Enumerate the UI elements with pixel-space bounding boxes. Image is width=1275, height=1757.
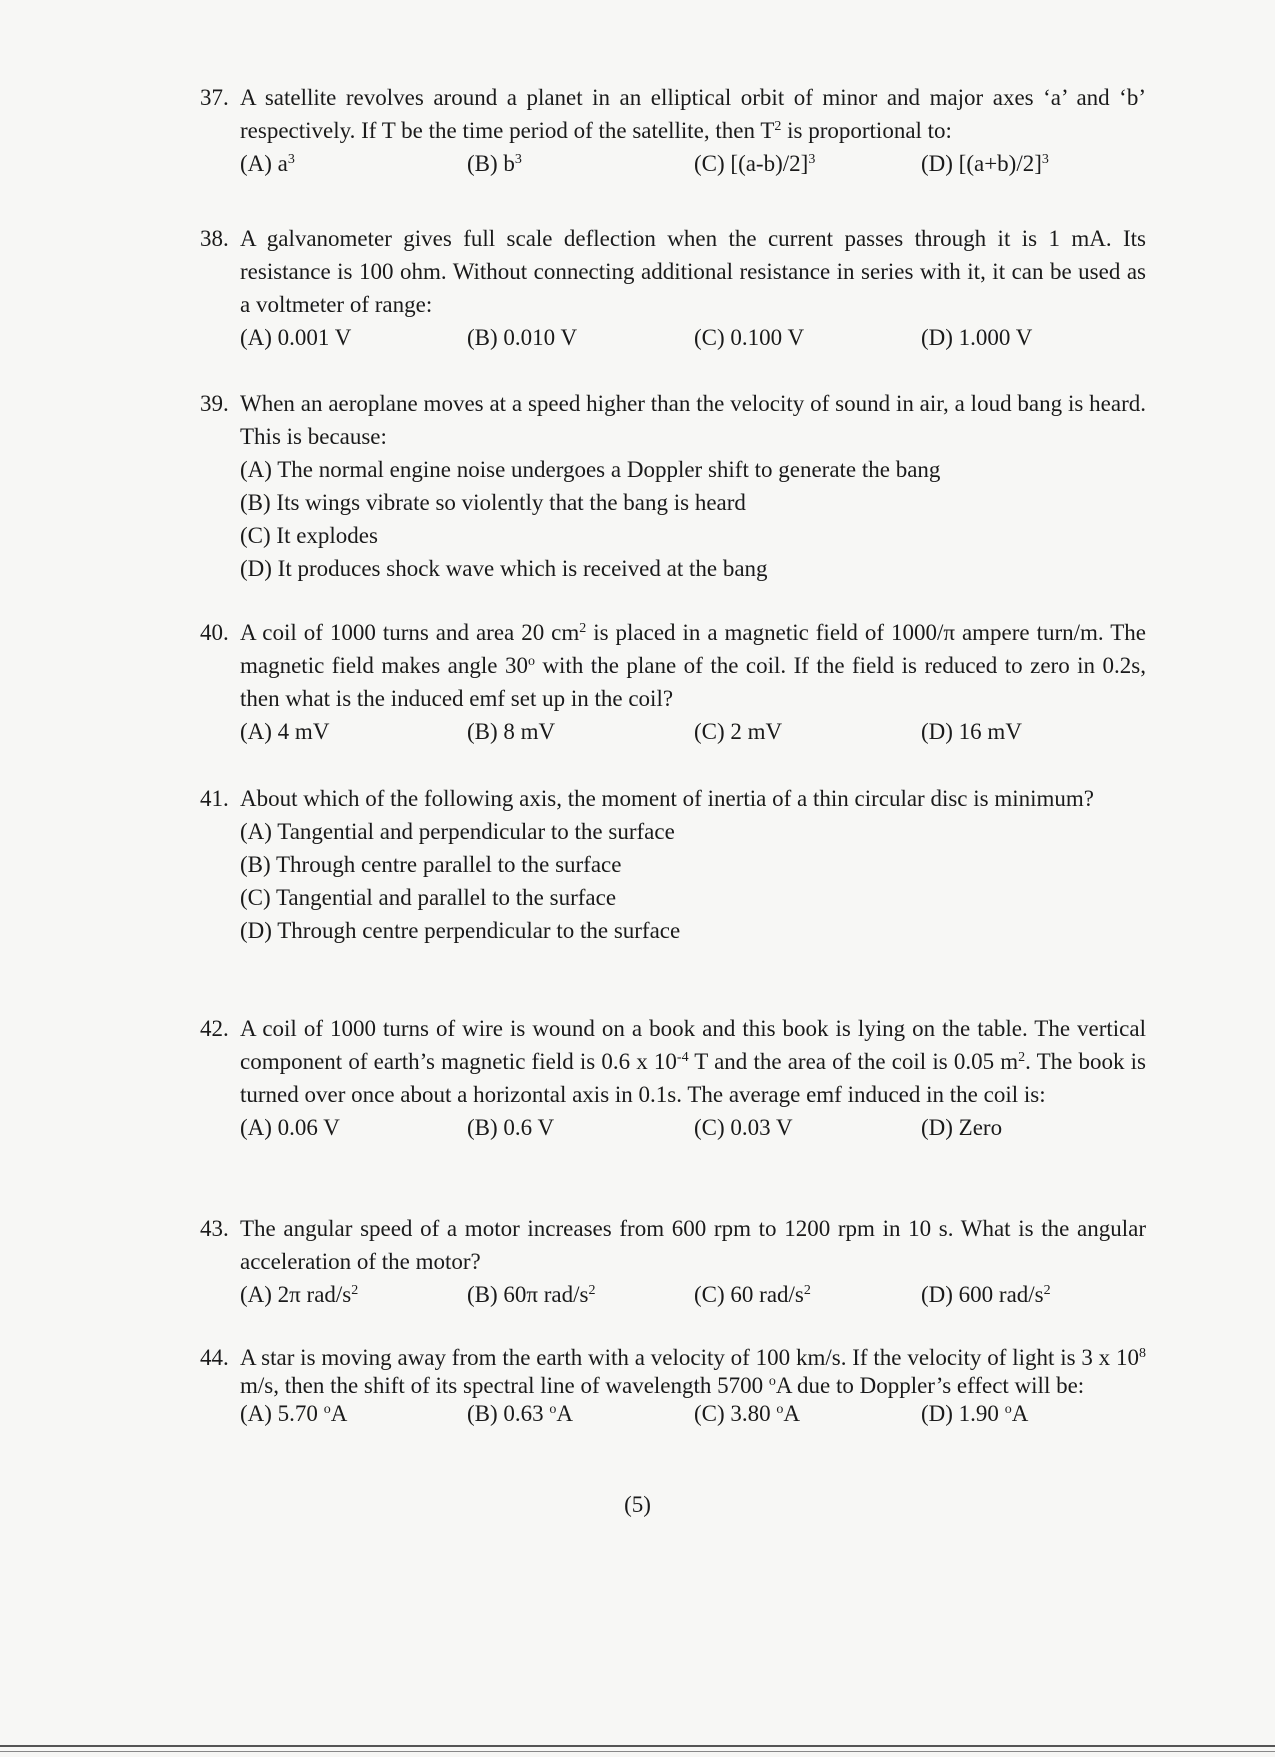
- options-row: [240, 321, 1146, 354]
- option-b: (B) $b^3$: [467, 151, 522, 176]
- question-text: A galvanometer gives full scale deflection when the current passes through it is 1 mA. Its resistance is 100 ohm. Without connecting additional resistance in series with it, it can be used as a voltmeter of range:: [240, 226, 1146, 317]
- option-d: (D) It produces shock wave which is received at the bang: [240, 556, 768, 581]
- option-a: (A) 5.70 $^o$A: [240, 1401, 348, 1426]
- option-b: (B) Through centre parallel to the surface: [240, 852, 622, 877]
- options-list: [240, 453, 1146, 585]
- option-c: (C) 0.03 V: [694, 1115, 793, 1140]
- option-b: (B) 60π rad/$s^2$: [467, 1282, 596, 1307]
- question-text: About which of the following axis, the moment of inertia of a thin circular disc is minimum?: [240, 786, 1095, 811]
- bottom-rule: [0, 1745, 1275, 1747]
- question-text: A satellite revolves around a planet in an elliptical orbit of minor and major axes ‘a’ and ‘b’ respectively. If T be the time period of the satellite, then $T^2$ is proportional to:: [240, 85, 1146, 143]
- question-text: A coil of 1000 turns and area 20 $cm^2$ is placed in a magnetic field of 1000/π ampere turn/m. The magnetic field makes angle 30$^o$ with the plane of the coil. If the field is reduced to zero in 0.2s, then what is the induced emf set up in the coil?: [240, 620, 1146, 711]
- option-c: (C) Tangential and parallel to the surface: [240, 885, 617, 910]
- option-d: (D) 600 rad/$s^2$: [921, 1282, 1051, 1307]
- question-number: 38.: [200, 226, 229, 251]
- options-row: [240, 147, 1146, 180]
- option-c: (C) 0.100 V: [694, 325, 805, 350]
- options-list: [240, 815, 1146, 947]
- option-c: (C) 60 rad/$s^2$: [694, 1282, 811, 1307]
- options-row: [240, 1278, 1146, 1311]
- question-number: 40.: [200, 620, 229, 645]
- question-39: [200, 387, 1146, 585]
- option-c: (C) $[(a-b)/2]^3$: [694, 151, 816, 176]
- option-a: (A) $a^3$: [240, 151, 295, 176]
- question-number: 41.: [200, 786, 229, 811]
- option-c: (C) 3.80 $^o$A: [694, 1401, 801, 1426]
- option-a: (A) 2π rad/$s^2$: [240, 1282, 359, 1307]
- question-text: A star is moving away from the earth with a velocity of 100 km/s. If the velocity of light is 3 x $10^8$ m/s, then the shift of its spectral line of wavelength 5700 $^o$A due to Doppler’s effect will be:: [240, 1345, 1146, 1398]
- question-37: [200, 81, 1146, 180]
- option-b: (B) 0.010 V: [467, 325, 578, 350]
- page-number: (5): [624, 1492, 651, 1517]
- option-c: (C) It explodes: [240, 523, 378, 548]
- option-b: (B) 0.6 V: [467, 1115, 555, 1140]
- question-text: A coil of 1000 turns of wire is wound on a book and this book is lying on the table. The vertical component of earth’s magnetic field is 0.6 x $10^{-4}$ T and the area of the coil is 0.05 $m^2$. The book is turned over once about a horizontal axis in 0.1s. The average emf induced in the coil is:: [240, 1016, 1147, 1107]
- option-b: (B) 8 mV: [467, 719, 556, 744]
- option-a: (A) 0.06 V: [240, 1115, 340, 1140]
- question-41: [200, 782, 1146, 947]
- question-text: The angular speed of a motor increases from 600 rpm to 1200 rpm in 10 s. What is the angular acceleration of the motor?: [240, 1216, 1146, 1274]
- question-38: [200, 222, 1146, 354]
- options-row: [240, 715, 1146, 748]
- question-number: 37.: [200, 85, 229, 110]
- option-a: (A) 4 mV: [240, 719, 330, 744]
- option-b: (B) Its wings vibrate so violently that the bang is heard: [240, 490, 746, 515]
- bottom-rule-secondary: [0, 1751, 1275, 1752]
- option-d: (D) Through centre perpendicular to the surface: [240, 918, 681, 943]
- option-d: (D) 1.000 V: [921, 325, 1033, 350]
- question-number: 44.: [200, 1345, 229, 1370]
- question-42: [200, 1012, 1146, 1144]
- option-d: (D) 16 mV: [921, 719, 1022, 744]
- option-d: (D) Zero: [921, 1115, 1003, 1140]
- option-a: (A) The normal engine noise undergoes a Doppler shift to generate the bang: [240, 457, 941, 482]
- option-b: (B) 0.63 $^o$A: [467, 1401, 574, 1426]
- question-43: [200, 1212, 1146, 1311]
- options-row: [240, 1111, 1146, 1144]
- question-number: 39.: [200, 391, 229, 416]
- option-a: (A) 0.001 V: [240, 325, 352, 350]
- question-number: 42.: [200, 1016, 229, 1041]
- option-a: (A) Tangential and perpendicular to the surface: [240, 819, 675, 844]
- question-40: [200, 616, 1146, 748]
- option-c: (C) 2 mV: [694, 719, 783, 744]
- option-d: (D) $[(a+b)/2]^3$: [921, 151, 1049, 176]
- question-44: [200, 1344, 1146, 1428]
- question-text: When an aeroplane moves at a speed higher than the velocity of sound in air, a loud bang is heard. This is because:: [240, 391, 1146, 449]
- option-d: (D) 1.90 $^o$A: [921, 1401, 1029, 1426]
- options-row: [240, 1400, 1146, 1428]
- question-number: 43.: [200, 1216, 229, 1241]
